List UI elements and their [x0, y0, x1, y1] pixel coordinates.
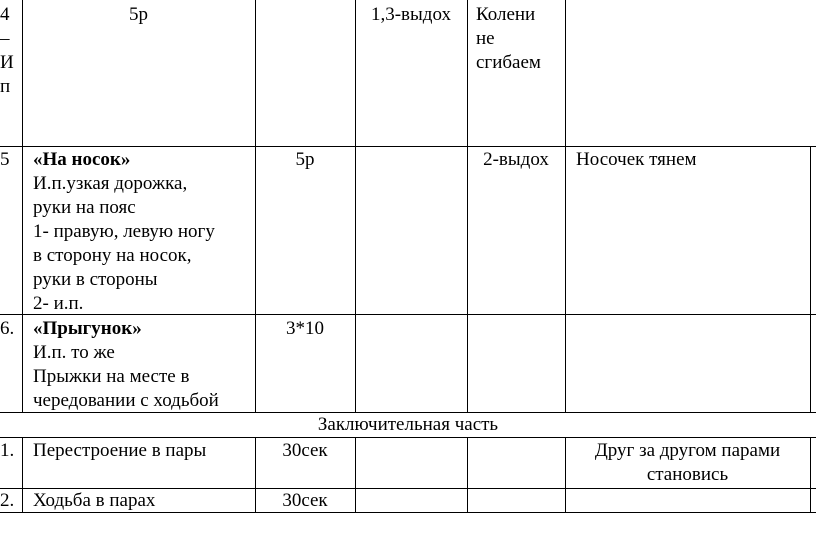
column-border: [22, 0, 23, 412]
breathing-cell: 2-выдох: [483, 149, 549, 170]
column-border: [810, 437, 811, 512]
exercise-title: «Прыгунок»: [33, 318, 142, 339]
dosage-cell: 5р: [295, 149, 315, 170]
exercise-cell: Ходьба в парах: [33, 490, 156, 511]
breathing-cell: 1,3-выдох: [370, 4, 451, 25]
exercise-cell: «На носок» И.п.узкая дорожка, руки на пояс 1- правую, левую ногу в сторону на носок, руки в стороны 2- и.п.: [33, 148, 255, 316]
row-number: 4 – И п: [0, 4, 14, 97]
section-header: Заключительная часть: [317, 414, 499, 435]
column-border: [810, 146, 811, 412]
column-border: [22, 437, 23, 512]
row-border: [0, 437, 816, 438]
dosage-cell: 30сек: [282, 440, 328, 461]
column-border: [355, 0, 356, 412]
row-number: 1.: [0, 440, 15, 461]
column-border: [255, 0, 256, 412]
exercise-cell: Перестроение в пары: [33, 440, 207, 461]
dosage-cell: 30сек: [282, 490, 328, 511]
column-border: [467, 437, 468, 512]
notes-cell: Колени не сгибаем: [476, 4, 541, 73]
row-border: [0, 146, 816, 147]
column-border: [355, 437, 356, 512]
remarks-cell: Носочек тянем: [576, 149, 697, 170]
remarks-cell: Друг за другом парами становись: [594, 440, 781, 485]
row-number: 2.: [0, 490, 15, 511]
column-border: [467, 0, 468, 412]
column-border: [565, 0, 566, 412]
exercise-title: «На носок»: [33, 149, 131, 170]
dosage-cell: 5р: [129, 4, 148, 25]
dosage-cell: 3*10: [286, 318, 324, 339]
row-number: 5: [0, 149, 10, 170]
exercise-cell: «Прыгунок» И.п. то же Прыжки на месте в чередовании с ходьбой: [33, 317, 255, 413]
row-number: 6.: [0, 318, 15, 339]
